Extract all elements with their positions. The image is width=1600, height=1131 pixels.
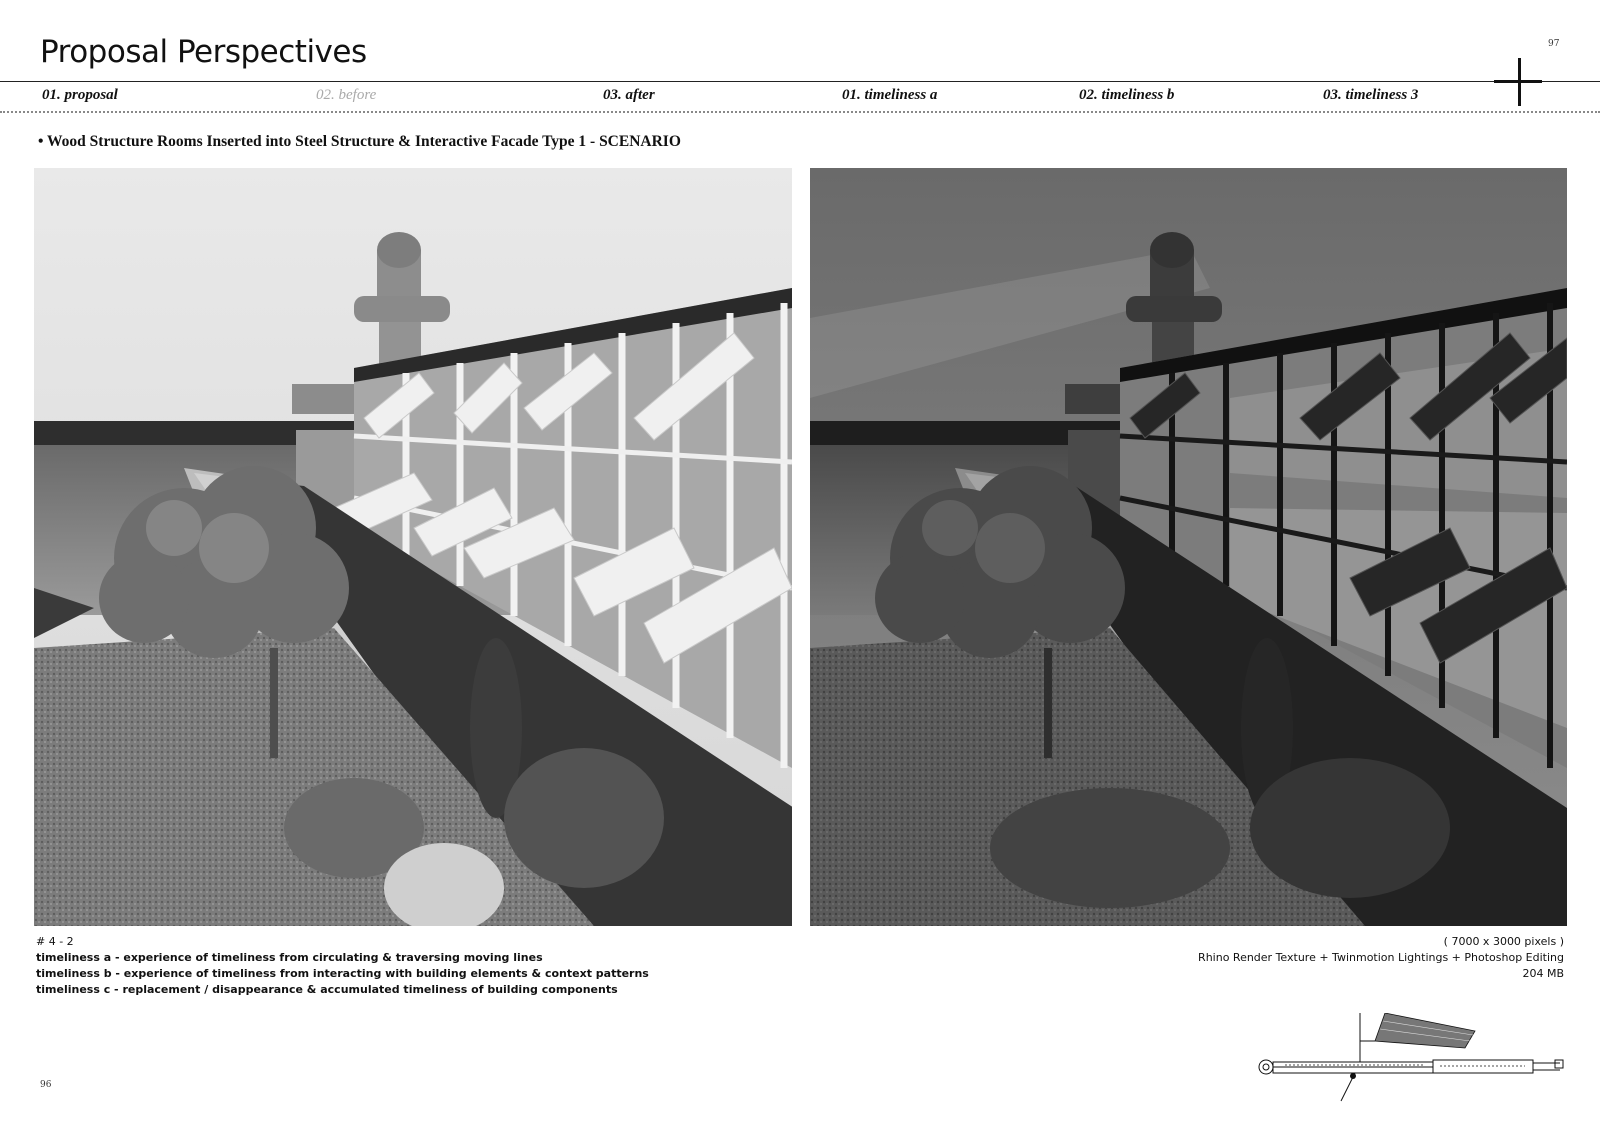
render-caption (36, 934, 649, 998)
spec-filesize: 204 MB (1522, 967, 1564, 980)
key-plan-diagram (1255, 1013, 1565, 1108)
crosshair-mark-horizontal (1494, 80, 1542, 83)
evening-render (810, 168, 1567, 926)
spec-size: ( 7000 x 3000 pixels ) (1443, 935, 1564, 948)
tab-timeliness-3[interactable]: 03. timeliness 3 (1323, 87, 1419, 103)
tab-before[interactable]: 02. before (316, 87, 377, 103)
caption-line-b: timeliness b - experience of timeliness from interacting with building elements & context patterns (36, 967, 649, 980)
page-number-left: 96 (40, 1080, 52, 1090)
page-title: Proposal Perspectives (40, 34, 367, 70)
caption-line-a: timeliness a - experience of timeliness from circulating & traversing moving lines (36, 951, 543, 964)
page-number-right: 97 (1548, 39, 1560, 49)
render-specs (1198, 934, 1564, 982)
render-code: # 4 - 2 (36, 935, 74, 948)
section-subtitle: • Wood Structure Rooms Inserted into Steel Structure & Interactive Facade Type 1 - SCENARIO (38, 133, 681, 150)
header-rule (0, 81, 1600, 82)
tab-timeliness-b[interactable]: 02. timeliness b (1079, 87, 1175, 103)
tab-timeliness-a[interactable]: 01. timeliness a (842, 87, 938, 103)
tab-proposal[interactable]: 01. proposal (42, 87, 118, 103)
day-render (34, 168, 792, 926)
tab-after[interactable]: 03. after (603, 87, 655, 103)
spec-software: Rhino Render Texture + Twinmotion Lightings + Photoshop Editing (1198, 951, 1564, 964)
caption-line-c: timeliness c - replacement / disappearance & accumulated timeliness of building components (36, 983, 618, 996)
tab-divider (0, 111, 1600, 113)
